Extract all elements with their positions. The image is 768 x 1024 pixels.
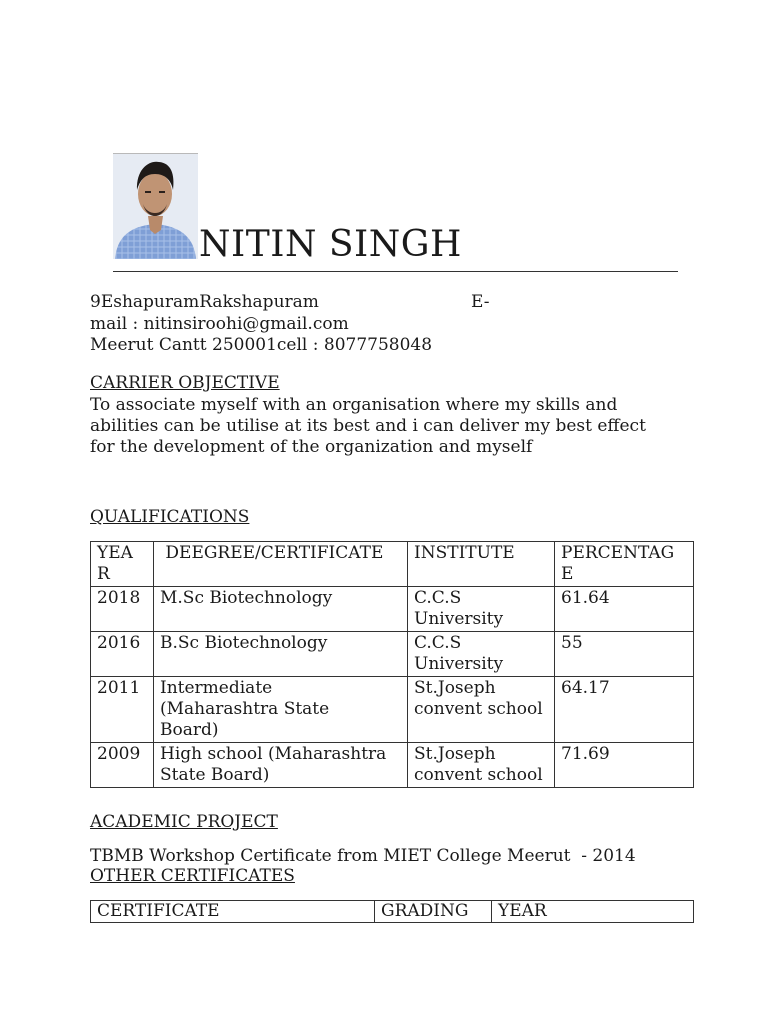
cell-percentage: 71.69 xyxy=(555,743,694,788)
column-header-year: YEAR xyxy=(492,901,694,923)
other-certificates-heading: OTHER CERTIFICATES xyxy=(90,866,295,886)
qualifications-table xyxy=(90,541,694,788)
academic-project-heading: ACADEMIC PROJECT xyxy=(90,812,278,832)
cell-percentage: 64.17 xyxy=(555,677,694,743)
cell-degree: B.Sc Biotechnology xyxy=(154,632,408,677)
cell-year: 2018 xyxy=(91,587,154,632)
header-divider xyxy=(113,271,678,272)
table-row xyxy=(91,632,694,677)
qualifications-heading: QUALIFICATIONS xyxy=(90,507,250,527)
objective-heading: CARRIER OBJECTIVE xyxy=(90,373,280,393)
column-header-year: YEA R xyxy=(91,542,154,587)
cell-degree: Intermediate (Maharashtra State Board) xyxy=(154,677,408,743)
table-header-row xyxy=(91,542,694,587)
cell-degree: High school (Maharashtra State Board) xyxy=(154,743,408,788)
column-header-certificate: CERTIFICATE xyxy=(91,901,375,923)
objective-line: abilities can be utilise at its best and i can deliver my best effect xyxy=(90,416,646,436)
candidate-name: NITIN SINGH xyxy=(199,224,462,265)
address-line: 9EshapuramRakshapuram xyxy=(90,292,319,312)
email-label-start: E- xyxy=(471,292,490,312)
cell-institute: C.C.S University xyxy=(408,587,555,632)
certificates-table xyxy=(90,900,694,923)
column-header-degree: DEEGREE/CERTIFICATE xyxy=(154,542,408,587)
email-line: mail : nitinsiroohi@gmail.com xyxy=(90,314,349,334)
table-row xyxy=(91,587,694,632)
objective-line: for the development of the organization and myself xyxy=(90,437,533,457)
academic-project-text: TBMB Workshop Certificate from MIET College Meerut - 2014 xyxy=(90,846,636,866)
cell-year: 2009 xyxy=(91,743,154,788)
table-row xyxy=(91,677,694,743)
city-phone-line: Meerut Cantt 250001cell : 8077758048 xyxy=(90,335,433,355)
cell-year: 2011 xyxy=(91,677,154,743)
table-row xyxy=(91,743,694,788)
cell-institute: St.Joseph convent school xyxy=(408,743,555,788)
profile-photo xyxy=(113,153,198,259)
cell-institute: C.C.S University xyxy=(408,632,555,677)
column-header-institute: INSTITUTE xyxy=(408,542,555,587)
cell-percentage: 55 xyxy=(555,632,694,677)
column-header-percentage: PERCENTAG E xyxy=(555,542,694,587)
cell-institute: St.Joseph convent school xyxy=(408,677,555,743)
table-header-row xyxy=(91,901,694,923)
column-header-grading: GRADING xyxy=(375,901,492,923)
objective-line: To associate myself with an organisation where my skills and xyxy=(90,395,618,415)
cell-year: 2016 xyxy=(91,632,154,677)
person-photo-icon xyxy=(113,154,198,259)
cell-percentage: 61.64 xyxy=(555,587,694,632)
cell-degree: M.Sc Biotechnology xyxy=(154,587,408,632)
